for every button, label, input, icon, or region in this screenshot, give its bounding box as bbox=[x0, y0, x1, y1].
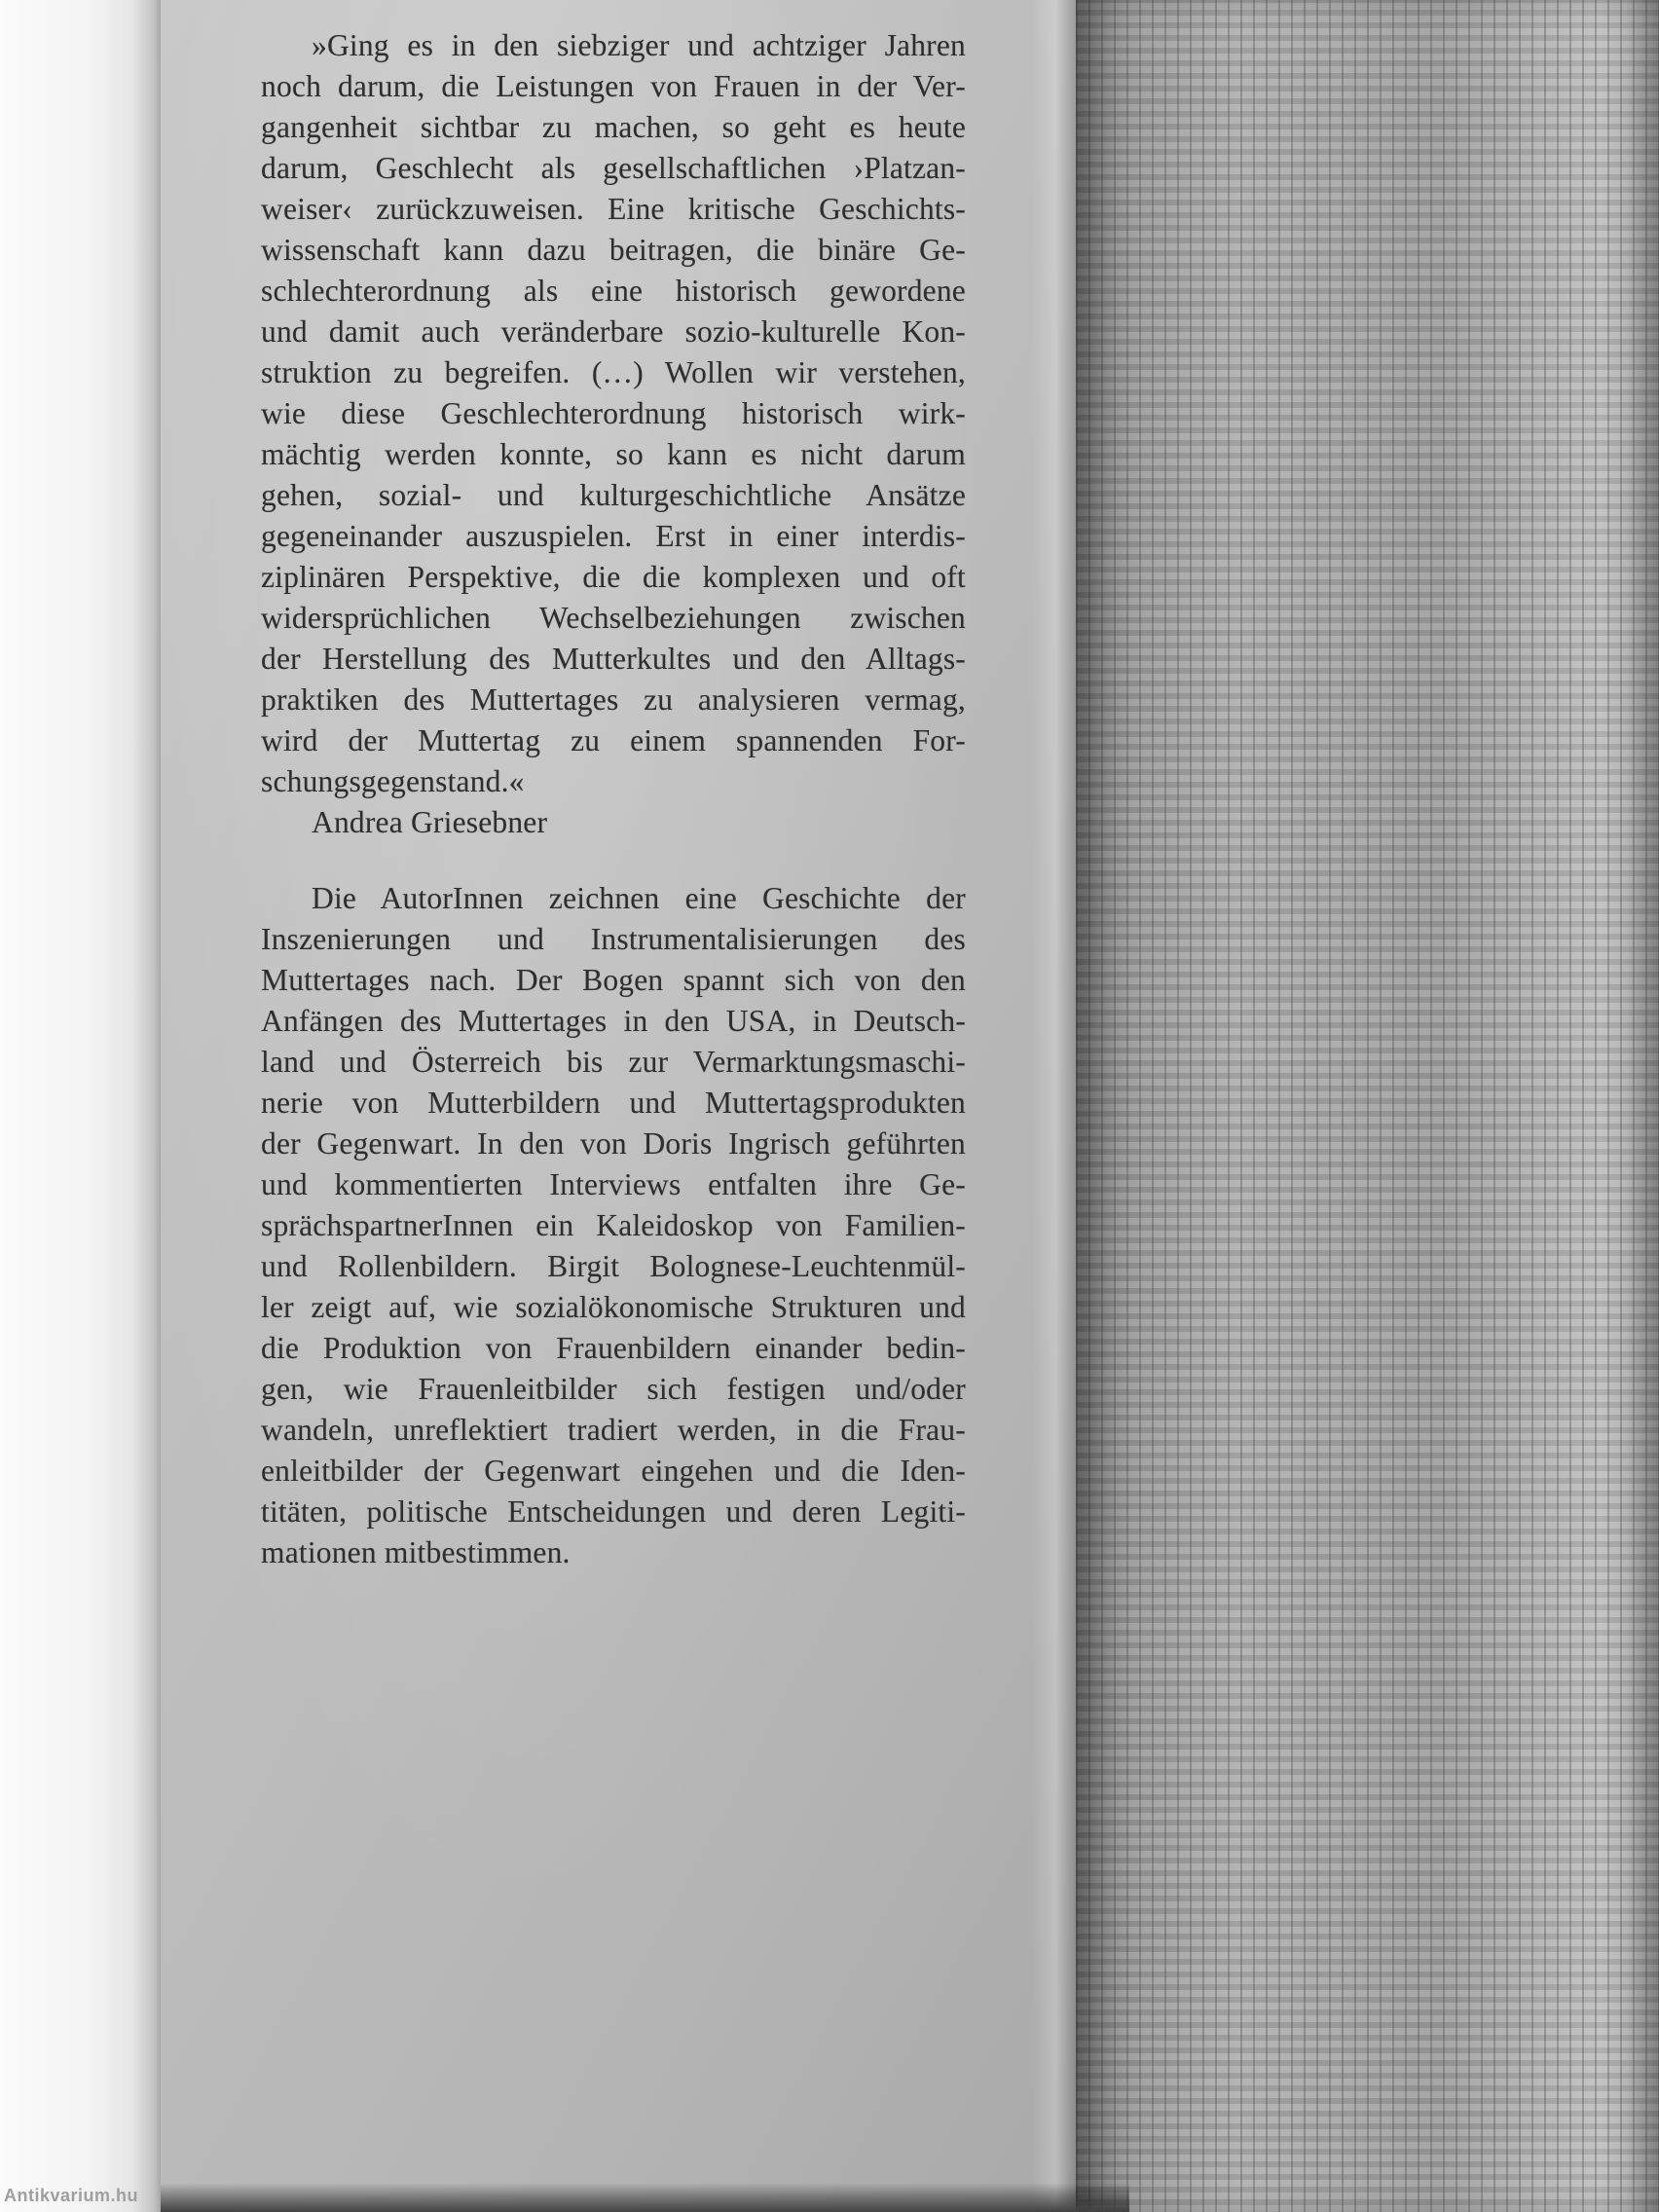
text-line: gangenheit sichtbar zu machen, so geht es heute bbox=[261, 110, 966, 144]
text-line: darum, Geschlecht als gesellschaftlichen ›Platzan- bbox=[261, 151, 966, 185]
text-line: sprächspartnerInnen ein Kaleidoskop von Familien- bbox=[261, 1208, 966, 1242]
text-line: der Herstellung des Mutterkultes und den Alltags- bbox=[261, 642, 966, 676]
text-line: und damit auch veränderbare sozio-kulturelle Kon- bbox=[261, 314, 966, 349]
text-line: gegeneinander auszuspielen. Erst in einer interdis- bbox=[261, 519, 966, 553]
text-line: mationen mitbestimmen. bbox=[261, 1535, 571, 1569]
watermark: Antikvarium.hu bbox=[4, 2186, 139, 2205]
text-line: »Ging es in den siebziger und achtziger Jahren bbox=[312, 28, 966, 62]
text-line: Die AutorInnen zeichnen eine Geschichte der bbox=[312, 881, 966, 915]
text-line: wird der Muttertag zu einem spannenden For- bbox=[261, 723, 966, 757]
text-line: und kommentierten Interviews entfalten ihre Ge- bbox=[261, 1167, 966, 1201]
text-line: praktiken des Muttertages zu analysieren vermag, bbox=[261, 682, 966, 717]
text-line: noch darum, die Leistungen von Frauen in der Ver- bbox=[261, 69, 966, 103]
text-line: ler zeigt auf, wie sozialökonomische Strukturen und bbox=[261, 1290, 966, 1324]
text-line: mächtig werden konnte, so kann es nicht darum bbox=[261, 437, 966, 471]
bottom-shadow bbox=[161, 2183, 1129, 2212]
text-line: schlechterordnung als eine historisch gewordene bbox=[261, 274, 966, 308]
description-paragraph bbox=[261, 878, 966, 1573]
text-line: die Produktion von Frauenbildern einander bedin- bbox=[261, 1331, 966, 1365]
text-line: gehen, sozial- und kulturgeschichtliche Ansätze bbox=[261, 478, 966, 512]
text-line: Anfängen des Muttertages in den USA, in Deutsch- bbox=[261, 1004, 966, 1038]
text-line: wie diese Geschlechterordnung historisch wirk- bbox=[261, 396, 966, 430]
text-line: und Rollenbildern. Birgit Bolognese-Leuchtenmül- bbox=[261, 1249, 966, 1283]
text-line: weiser‹ zurückzuweisen. Eine kritische Geschichts- bbox=[261, 192, 966, 226]
text-line: titäten, politische Entscheidungen und deren Legiti- bbox=[261, 1494, 966, 1529]
text-line: struktion zu begreifen. (…) Wollen wir verstehen, bbox=[261, 355, 966, 389]
text-line: enleitbilder der Gegenwart eingehen und die Iden- bbox=[261, 1454, 966, 1488]
text-line: Inszenierungen und Instrumentalisierungen des bbox=[261, 922, 966, 956]
text-line: wandeln, unreflektiert tradiert werden, in die Frau- bbox=[261, 1413, 966, 1447]
book-fore-edge-texture bbox=[1076, 0, 1659, 2212]
text-line: gen, wie Frauenleitbilder sich festigen und/oder bbox=[261, 1372, 966, 1406]
page-text-block bbox=[261, 25, 966, 1573]
text-line: Muttertages nach. Der Bogen spannt sich von den bbox=[261, 963, 966, 997]
quote-paragraph bbox=[261, 25, 966, 802]
book-page bbox=[161, 0, 1076, 2212]
text-line: schungsgegenstand.« bbox=[261, 764, 525, 798]
text-line: der Gegenwart. In den von Doris Ingrisch geführten bbox=[261, 1126, 966, 1161]
quote-attribution: Andrea Griesebner bbox=[312, 805, 548, 839]
text-line: wissenschaft kann dazu beitragen, die binäre Ge- bbox=[261, 233, 966, 267]
text-line: nerie von Mutterbildern und Muttertagsprodukten bbox=[261, 1086, 966, 1120]
adjacent-page-edge bbox=[0, 0, 161, 2212]
text-line: ziplinären Perspektive, die die komplexen und oft bbox=[261, 560, 966, 594]
text-line: widersprüchlichen Wechselbeziehungen zwischen bbox=[261, 601, 966, 635]
text-line: land und Österreich bis zur Vermarktungsmaschi- bbox=[261, 1045, 966, 1079]
